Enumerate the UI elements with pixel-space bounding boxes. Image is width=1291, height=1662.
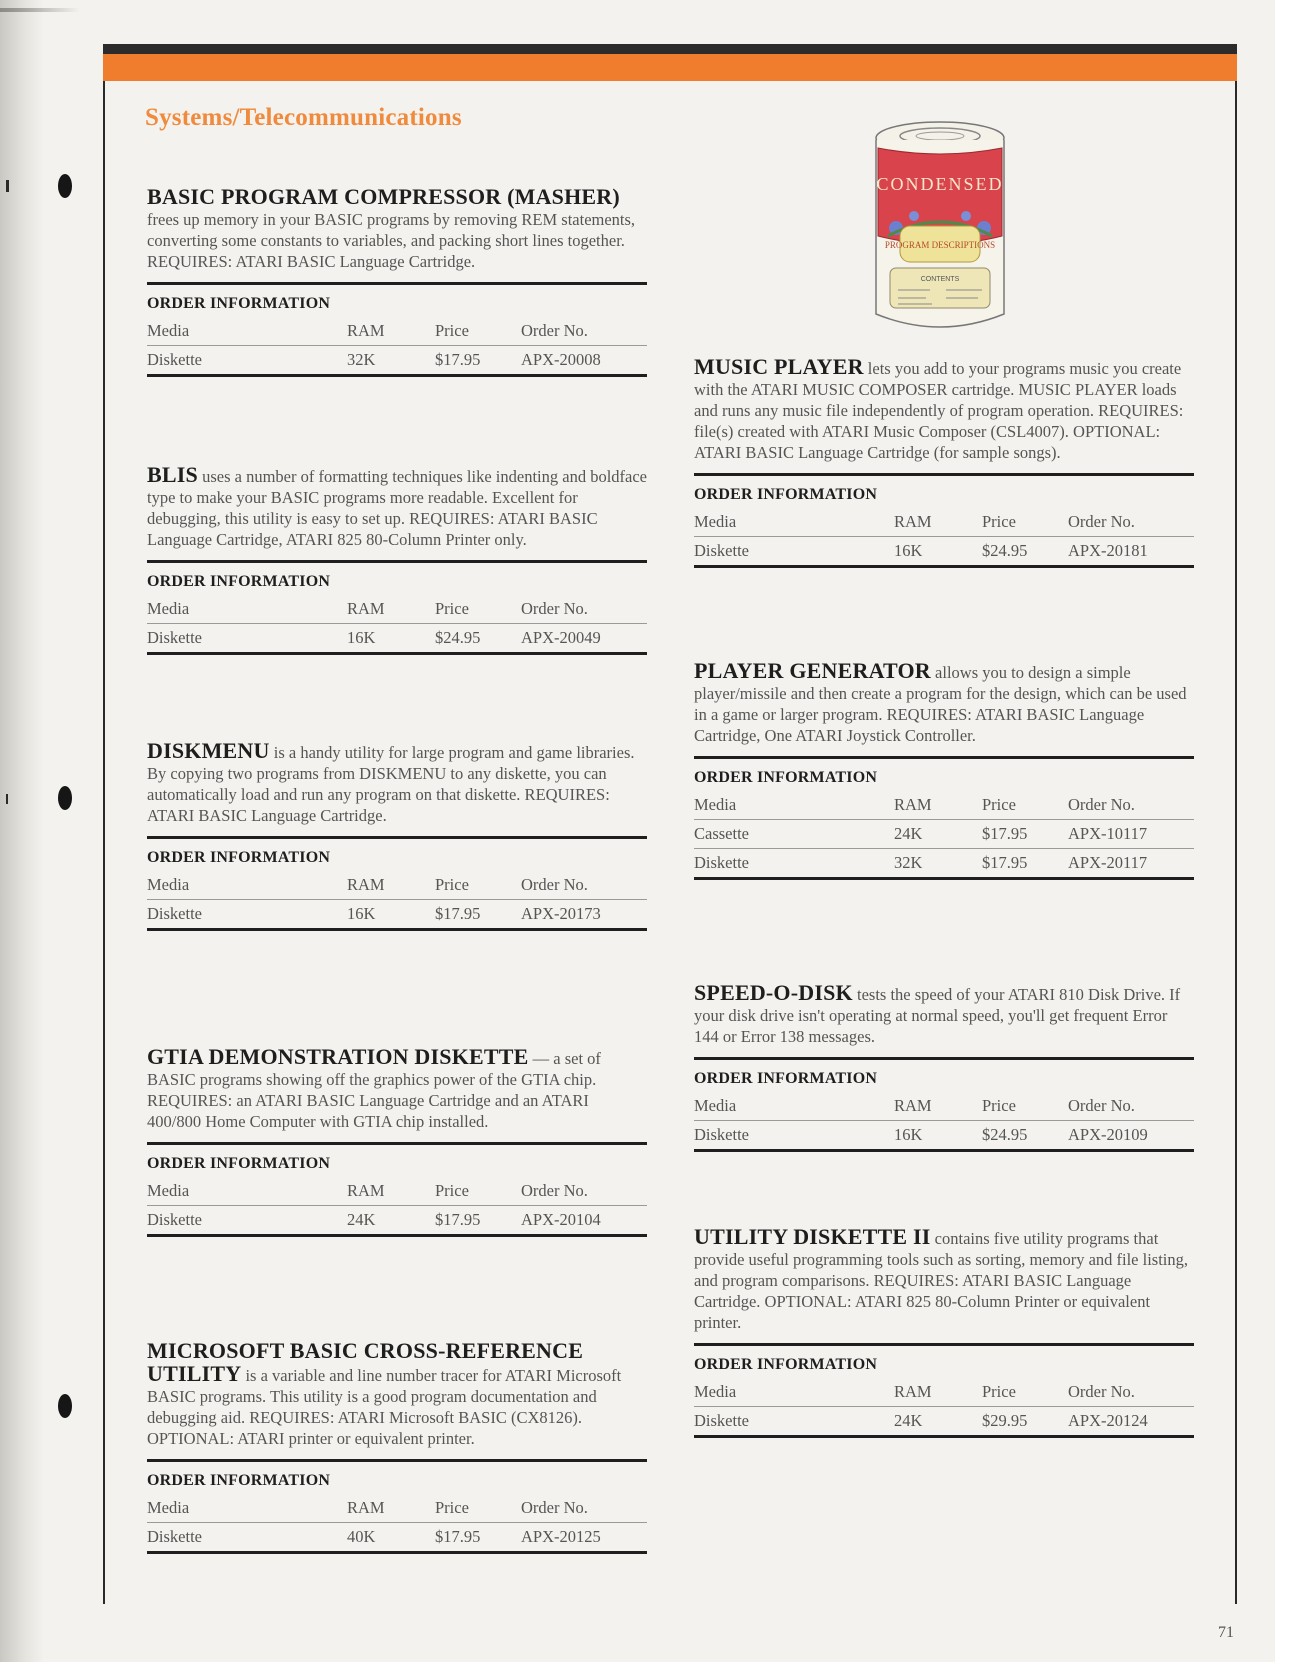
cell-order-no: APX-20104 [521, 1210, 601, 1229]
header-ram: RAM [347, 1498, 385, 1517]
cell-order-no: APX-20124 [1068, 1411, 1148, 1430]
table-header-row [694, 1378, 1194, 1407]
order-information-table [147, 836, 647, 931]
header-media: Media [147, 321, 190, 340]
cell-ram: 24K [347, 1210, 376, 1229]
product-name: BLIS [147, 462, 198, 487]
product-description [694, 660, 1194, 746]
order-information-table [147, 1142, 647, 1237]
header-media: Media [694, 795, 737, 814]
table-row [147, 1523, 647, 1551]
rule [147, 836, 647, 839]
product-entry [694, 356, 1194, 568]
cell-media: Diskette [147, 1527, 202, 1546]
cell-media: Cassette [694, 824, 749, 843]
punch-hole-bottom [58, 1394, 72, 1418]
product-description [694, 982, 1194, 1047]
cell-price: $17.95 [982, 824, 1028, 843]
binding-shadow [0, 0, 44, 1662]
table-row [694, 1407, 1194, 1435]
product-name: PLAYER GENERATOR [694, 658, 931, 683]
header-ram: RAM [894, 1382, 932, 1401]
table-header-row [147, 1494, 647, 1523]
product-name: GTIA DEMONSTRATION DISKETTE [147, 1044, 529, 1069]
cell-media: Diskette [694, 1125, 749, 1144]
header-price: Price [982, 795, 1016, 814]
table-row [694, 537, 1194, 565]
cell-media: Diskette [147, 350, 202, 369]
rule [694, 565, 1194, 568]
table-header-row [147, 871, 647, 900]
table-row [694, 849, 1194, 877]
product-description [147, 464, 647, 550]
rule [694, 1057, 1194, 1060]
cell-order-no: APX-20109 [1068, 1125, 1148, 1144]
header-media: Media [147, 1181, 190, 1200]
order-information-heading: ORDER INFORMATION [147, 1472, 331, 1489]
cell-media: Diskette [694, 853, 749, 872]
product-entry [147, 186, 647, 377]
product-entry [147, 1046, 647, 1237]
condensed-soup-can-icon [870, 118, 1010, 346]
cell-price: $17.95 [982, 853, 1028, 872]
header-order-no: Order No. [521, 1498, 588, 1517]
order-information-heading: ORDER INFORMATION [694, 1356, 878, 1373]
header-media: Media [694, 1096, 737, 1115]
rule [147, 374, 647, 377]
header-price: Price [435, 875, 469, 894]
header-ram: RAM [347, 875, 385, 894]
can-contents: CONTENTS [920, 276, 960, 283]
cell-ram: 16K [347, 628, 376, 647]
header-price: Price [435, 1498, 469, 1517]
order-information-table [694, 1057, 1194, 1152]
cell-order-no: APX-20181 [1068, 541, 1148, 560]
product-description [147, 1340, 647, 1449]
product-name: DISKMENU [147, 738, 270, 763]
product-entry [694, 982, 1194, 1152]
header-price: Price [982, 1382, 1016, 1401]
header-price: Price [982, 1096, 1016, 1115]
cell-price: $17.95 [435, 904, 481, 923]
order-information-heading: ORDER INFORMATION [694, 1070, 878, 1087]
rule [147, 1551, 647, 1554]
header-bar-black [103, 44, 1237, 54]
header-order-no: Order No. [521, 599, 588, 618]
header-order-no: Order No. [521, 321, 588, 340]
header-price: Price [435, 1181, 469, 1200]
cell-ram: 24K [894, 824, 923, 843]
product-entry [694, 1226, 1194, 1438]
cell-price: $24.95 [982, 541, 1028, 560]
can-label: PROGRAM DESCRIPTIONS [884, 240, 996, 250]
rule [147, 282, 647, 285]
product-name: UTILITY DISKETTE II [694, 1224, 931, 1249]
cell-order-no: APX-20173 [521, 904, 601, 923]
header-ram: RAM [347, 1181, 385, 1200]
header-ram: RAM [894, 795, 932, 814]
cell-order-no: APX-20117 [1068, 853, 1148, 872]
condensed-can-illustration [870, 118, 1010, 346]
header-price: Price [435, 321, 469, 340]
table-row [694, 820, 1194, 849]
description-text: is a handy utility for large program and game libraries. By copying two programs from DISKMENU to any diskette, you can automatically load and run any program on that diskette. REQUIRES: ATARI BASIC Language Cartridge. [147, 743, 635, 825]
frame-rule-right [1235, 44, 1237, 1604]
table-header-row [147, 317, 647, 346]
order-information-table [694, 756, 1194, 880]
header-media: Media [694, 1382, 737, 1401]
cell-price: $17.95 [435, 1210, 481, 1229]
rule [147, 1459, 647, 1462]
description-text: is a variable and line number tracer for ATARI Microsoft BASIC programs. This utility is a good program documentation and debugging aid. REQUIRES: ATARI Microsoft BASIC (CX8126). OPTIONAL: ATARI printer or equivalent printer. [147, 1366, 622, 1448]
header-bar-orange [103, 54, 1237, 81]
header-order-no: Order No. [1068, 1096, 1135, 1115]
header-ram: RAM [894, 1096, 932, 1115]
table-header-row [694, 1092, 1194, 1121]
header-order-no: Order No. [1068, 512, 1135, 531]
table-header-row [147, 1177, 647, 1206]
cell-ram: 32K [894, 853, 923, 872]
cell-ram: 16K [894, 1125, 923, 1144]
header-ram: RAM [347, 599, 385, 618]
cell-media: Diskette [694, 541, 749, 560]
product-name: MUSIC PLAYER [694, 354, 864, 379]
cell-media: Diskette [147, 904, 202, 923]
order-information-heading: ORDER INFORMATION [147, 573, 331, 590]
rule [147, 1234, 647, 1237]
rule [694, 1435, 1194, 1438]
header-media: Media [147, 1498, 190, 1517]
table-row [147, 346, 647, 374]
header-order-no: Order No. [1068, 795, 1135, 814]
product-name: MICROSOFT BASIC CROSS-REFERENCE UTILITY [147, 1338, 584, 1386]
order-information-table [147, 560, 647, 655]
rule [147, 652, 647, 655]
cell-order-no: APX-20049 [521, 628, 601, 647]
edge-mark [6, 180, 9, 192]
header-price: Price [982, 512, 1016, 531]
cell-ram: 40K [347, 1527, 376, 1546]
cell-media: Diskette [147, 628, 202, 647]
cell-price: $29.95 [982, 1411, 1028, 1430]
punch-hole-top [58, 174, 72, 198]
product-description [147, 740, 647, 826]
description-text: lets you add to your programs music you create with the ATARI MUSIC COMPOSER cartridge. MUSIC PLAYER loads and runs any music file independently of program operation. REQUIRES: file(s) created with ATARI Music Composer (CSL4007). OPTIONAL: ATARI BASIC Language Cartridge (for sample songs). [694, 359, 1184, 462]
order-information-heading: ORDER INFORMATION [694, 486, 878, 503]
rule [147, 560, 647, 563]
rule [694, 1149, 1194, 1152]
rule [694, 756, 1194, 759]
header-ram: RAM [894, 512, 932, 531]
description-text: tests the speed of your ATARI 810 Disk Drive. If your disk drive isn't operating at normal speed, you'll get frequent Error 144 or Error 138 messages. [694, 985, 1181, 1046]
order-information-table [147, 1459, 647, 1554]
rule [694, 1343, 1194, 1346]
page-edge [1275, 0, 1291, 1662]
header-ram: RAM [347, 321, 385, 340]
rule [694, 877, 1194, 880]
product-description [147, 1046, 647, 1132]
cell-order-no: APX-20125 [521, 1527, 601, 1546]
table-header-row [694, 791, 1194, 820]
order-information-table [147, 282, 647, 377]
cell-media: Diskette [147, 1210, 202, 1229]
frame-rule-left [103, 44, 105, 1604]
order-information-heading: ORDER INFORMATION [147, 295, 331, 312]
rule [147, 928, 647, 931]
header-order-no: Order No. [1068, 1382, 1135, 1401]
rule [147, 1142, 647, 1145]
cell-order-no: APX-10117 [1068, 824, 1148, 843]
product-description [694, 356, 1194, 463]
product-description [694, 1226, 1194, 1333]
edge-mark [6, 794, 8, 804]
order-information-heading: ORDER INFORMATION [694, 769, 878, 786]
product-name: BASIC PROGRAM COMPRESSOR (MASHER) [147, 184, 620, 209]
page-number: 71 [1218, 1624, 1234, 1641]
header-media: Media [147, 875, 190, 894]
table-row [147, 1206, 647, 1234]
description-text: allows you to design a simple player/missile and then create a program for the design, which can be used in a game or larger program. REQUIRES: ATARI BASIC Language Cartridge, One ATARI Joystick Controller. [694, 663, 1187, 745]
table-header-row [147, 595, 647, 624]
table-row [147, 900, 647, 928]
cell-ram: 32K [347, 350, 376, 369]
description-text: contains five utility programs that provide useful programming tools such as sorting, memory and file listing, and program comparisons. REQUIRES: ATARI BASIC Language Cartridge. OPTIONAL: ATARI 825 80-Column Printer or equivalent printer. [694, 1229, 1189, 1332]
product-name: SPEED-O-DISK [694, 980, 853, 1005]
product-entry [147, 464, 647, 655]
order-information-table [694, 473, 1194, 568]
can-banner: CONDENSED [876, 174, 1004, 194]
cell-price: $24.95 [435, 628, 481, 647]
header-order-no: Order No. [521, 1181, 588, 1200]
order-information-heading: ORDER INFORMATION [147, 1155, 331, 1172]
header-price: Price [435, 599, 469, 618]
scan-smudge [0, 8, 80, 12]
description-text: — a set of BASIC programs showing off the graphics power of the GTIA chip. REQUIRES: an ATARI BASIC Language Cartridge and an ATARI 400/800 Home Computer with GTIA chip installed. [147, 1049, 601, 1131]
cell-price: $24.95 [982, 1125, 1028, 1144]
rule [694, 473, 1194, 476]
product-description [147, 186, 647, 272]
description-text: frees up memory in your BASIC programs by removing REM statements, converting some constants to variables, and packing short lines together. REQUIRES: ATARI BASIC Language Cartridge. [147, 210, 636, 271]
order-information-heading: ORDER INFORMATION [147, 849, 331, 866]
table-header-row [694, 508, 1194, 537]
cell-ram: 16K [894, 541, 923, 560]
cell-order-no: APX-20008 [521, 350, 601, 369]
table-row [147, 624, 647, 652]
order-information-table [694, 1343, 1194, 1438]
cell-price: $17.95 [435, 1527, 481, 1546]
cell-media: Diskette [694, 1411, 749, 1430]
table-row [694, 1121, 1194, 1149]
header-media: Media [694, 512, 737, 531]
header-media: Media [147, 599, 190, 618]
cell-ram: 16K [347, 904, 376, 923]
header-order-no: Order No. [521, 875, 588, 894]
punch-hole-middle [58, 786, 72, 810]
cell-ram: 24K [894, 1411, 923, 1430]
section-title: Systems/Telecommunications [145, 104, 462, 131]
product-entry [694, 660, 1194, 880]
product-entry [147, 740, 647, 931]
product-entry [147, 1340, 647, 1554]
cell-price: $17.95 [435, 350, 481, 369]
description-text: uses a number of formatting techniques like indenting and boldface type to make your BASIC programs more readable. Excellent for debugging, this utility is easy to set up. REQUIRES: ATARI BASIC Language Cartridge, ATARI 825 80-Column Printer only. [147, 467, 647, 549]
